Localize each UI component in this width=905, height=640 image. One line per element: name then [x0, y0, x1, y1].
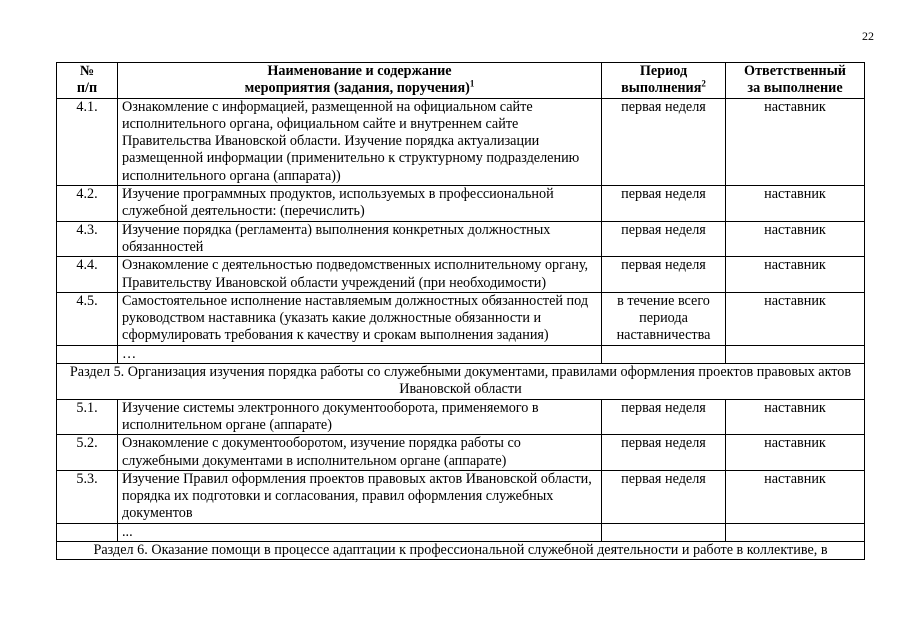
header-name: Наименование и содержание мероприятия (задания, поручения)$^1$: [118, 63, 602, 99]
row-description: Изучение порядка (регламента) выполнения конкретных должностных обязанностей: [118, 221, 602, 257]
row-period: в течение всего периода наставничества: [602, 292, 726, 345]
ellipsis-cell: ...: [118, 523, 602, 541]
row-number: 4.3.: [57, 221, 118, 257]
row-description: Ознакомление с информацией, размещенной на официальном сайте исполнительного органа, официальном сайте и внутреннем сайте Правительства Ивановской области. Изучение порядка актуализации размещенной информации (применительно к структурному подразделению исполнительного органа (аппарата)): [118, 98, 602, 185]
row-description: Ознакомление с деятельностью подведомственных исполнительному органу, Правительству Ивановской области учреждений (при необходимости): [118, 257, 602, 293]
row-description: Изучение системы электронного документооборота, применяемого в исполнительном органе (аппарате): [118, 399, 602, 435]
row-period: [602, 345, 726, 363]
row-description: Ознакомление с документооборотом, изучение порядка работы со служебными документами в исполнительном органе (аппарате): [118, 435, 602, 471]
header-responsible: Ответственный за выполнение: [726, 63, 865, 99]
row-responsible: наставник: [726, 435, 865, 471]
row-period: первая неделя: [602, 470, 726, 523]
table-row: [57, 435, 865, 471]
row-number: 5.1.: [57, 399, 118, 435]
row-number: 5.2.: [57, 435, 118, 471]
row-number: 4.1.: [57, 98, 118, 185]
table-header-row: [57, 63, 865, 99]
activity-table: [56, 62, 865, 560]
table-row: [57, 221, 865, 257]
section-6-heading: Раздел 6. Оказание помощи в процессе адаптации к профессиональной служебной деятельности и работе в коллективе, в: [57, 542, 865, 560]
row-responsible: [726, 345, 865, 363]
row-responsible: наставник: [726, 186, 865, 222]
row-responsible: наставник: [726, 470, 865, 523]
row-period: первая неделя: [602, 257, 726, 293]
page-number: 22: [862, 29, 874, 43]
section-row: [57, 364, 865, 400]
row-responsible: наставник: [726, 221, 865, 257]
row-period: первая неделя: [602, 98, 726, 185]
row-period: первая неделя: [602, 399, 726, 435]
table-row-ellipsis: [57, 345, 865, 363]
row-period: [602, 523, 726, 541]
table-row: [57, 186, 865, 222]
row-responsible: наставник: [726, 292, 865, 345]
row-description: Самостоятельное исполнение наставляемым должностных обязанностей под руководством наставника (указать какие должностные обязанности и сформулировать требования к качеству и срокам выполнения задания): [118, 292, 602, 345]
ellipsis-cell: …: [118, 345, 602, 363]
row-period: первая неделя: [602, 186, 726, 222]
table-row: [57, 399, 865, 435]
section-row: [57, 542, 865, 560]
row-number: 4.2.: [57, 186, 118, 222]
table-row: [57, 292, 865, 345]
row-responsible: наставник: [726, 399, 865, 435]
row-number: [57, 523, 118, 541]
row-number: 4.5.: [57, 292, 118, 345]
table-row-ellipsis: [57, 523, 865, 541]
row-responsible: наставник: [726, 257, 865, 293]
table-row: [57, 257, 865, 293]
section-5-heading: Раздел 5. Организация изучения порядка работы со служебными документами, правилами оформления проектов правовых актов Ивановской области: [57, 364, 865, 400]
row-period: первая неделя: [602, 435, 726, 471]
row-responsible: наставник: [726, 98, 865, 185]
row-description: Изучение программных продуктов, используемых в профессиональной служебной деятельности: (перечислить): [118, 186, 602, 222]
row-responsible: [726, 523, 865, 541]
row-number: 4.4.: [57, 257, 118, 293]
row-number: [57, 345, 118, 363]
header-num: № п/п: [57, 63, 118, 99]
table-row: [57, 470, 865, 523]
table-row: [57, 98, 865, 185]
row-period: первая неделя: [602, 221, 726, 257]
header-period: Период выполнения$^2$: [602, 63, 726, 99]
row-number: 5.3.: [57, 470, 118, 523]
row-description: Изучение Правил оформления проектов правовых актов Ивановской области, порядка их подготовки и согласования, правил оформления служебных документов: [118, 470, 602, 523]
